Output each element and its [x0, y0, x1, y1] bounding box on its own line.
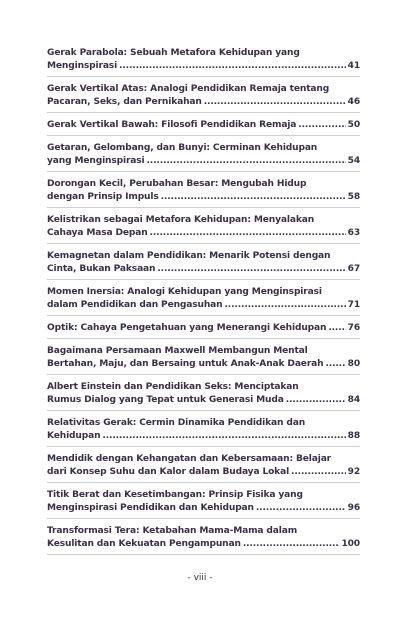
toc-entry-title-text: dari Konsep Suhu dan Kalor dalam Budaya Lokal [47, 467, 290, 477]
toc-page-number: 92 [347, 467, 360, 477]
toc-entry-last-line [47, 322, 360, 335]
toc-entry-last-line [47, 466, 360, 479]
toc-entry-title-text: Menginspirasi Pendidikan dan Kehidupan [47, 503, 254, 513]
dot-leader [286, 394, 346, 407]
dot-leader [256, 502, 346, 515]
toc-page-number: 63 [347, 228, 360, 238]
dot-leader [161, 191, 346, 204]
toc-entry-title-text: Cahaya Masa Depan [47, 228, 148, 238]
toc-page-number: 41 [347, 61, 360, 71]
toc-entry-title-line: Momen Inersia: Analogi Kehidupan yang Menginspirasi [47, 287, 322, 297]
toc-entry-title-line: Getaran, Gelombang, dan Bunyi: Cerminan Kehidupan [47, 143, 318, 153]
toc-entry-title-text: Pacaran, Seks, dan Pernikahan [47, 97, 202, 107]
toc-page-number: 54 [347, 156, 360, 166]
toc-page-number: 88 [347, 431, 360, 441]
toc-entry[interactable] [47, 322, 360, 339]
toc-entry-title-text: Kehidupan [47, 431, 101, 441]
dot-leader [157, 263, 345, 276]
toc-page-number: 67 [347, 264, 360, 274]
toc-entry-last-line [47, 394, 360, 407]
toc-entry-last-line [47, 191, 360, 204]
page-number-footer: - viii - [187, 573, 213, 583]
table-of-contents [47, 47, 360, 561]
toc-entry-title-line: Kemagnetan dalam Pendidikan: Menarik Potensi dengan [47, 251, 331, 261]
toc-entry[interactable] [47, 119, 360, 136]
dot-leader [150, 227, 346, 240]
toc-page-number: 84 [347, 395, 360, 405]
toc-page-number: 50 [347, 120, 360, 130]
toc-entry-last-line [47, 538, 360, 551]
toc-entry-title-line: Transformasi Tera: Ketabahan Mama-Mama dalam [47, 526, 298, 536]
toc-entry[interactable] [47, 142, 360, 172]
dot-leader [291, 466, 346, 479]
toc-page-number: 58 [347, 192, 360, 202]
toc-entry[interactable] [47, 250, 360, 280]
dot-leader [298, 119, 345, 132]
toc-entry-last-line [47, 358, 360, 371]
toc-page-number: 96 [347, 503, 360, 513]
dot-leader [102, 430, 345, 443]
toc-entry[interactable] [47, 286, 360, 316]
toc-entry-last-line [47, 60, 360, 73]
toc-page-number: 80 [347, 359, 360, 369]
toc-entry[interactable] [47, 489, 360, 519]
toc-entry-title-text: Gerak Vertikal Bawah: Filosofi Pendidikan Remaja [47, 120, 297, 130]
toc-entry[interactable] [47, 47, 360, 77]
toc-entry-title-text: dengan Prinsip Impuls [47, 192, 159, 202]
toc-entry[interactable] [47, 381, 360, 411]
toc-entry[interactable] [47, 345, 360, 375]
toc-entry-title-text: dalam Pendidikan dan Pengasuhan [47, 300, 223, 310]
dot-leader [328, 322, 345, 335]
toc-entry[interactable] [47, 417, 360, 447]
toc-page-number: 71 [347, 300, 360, 310]
toc-entry-title-text: Optik: Cahaya Pengetahuan yang Menerangi Kehidupan [47, 323, 327, 333]
toc-entry-last-line [47, 502, 360, 515]
dot-leader [225, 299, 346, 312]
toc-page-number: 76 [347, 323, 360, 333]
toc-entry-title-text: Cinta, Bukan Paksaan [47, 264, 156, 274]
toc-entry-title-text: Rumus Dialog yang Tepat untuk Generasi Muda [47, 395, 284, 405]
dot-leader [243, 538, 340, 551]
toc-entry[interactable] [47, 453, 360, 483]
toc-entry-last-line [47, 155, 360, 168]
toc-entry-title-line: Gerak Vertikal Atas: Analogi Pendidikan Remaja tentang [47, 84, 330, 94]
toc-entry[interactable] [47, 178, 360, 208]
toc-entry-title-text: Menginspirasi [47, 61, 118, 71]
dot-leader [325, 358, 345, 371]
toc-entry-title-line: Mendidik dengan Kehangatan dan Kebersamaan: Belajar [47, 454, 332, 464]
toc-entry[interactable] [47, 525, 360, 555]
toc-page-number: 100 [341, 539, 360, 549]
toc-entry-last-line [47, 227, 360, 240]
toc-entry-title-line: Kelistrikan sebagai Metafora Kehidupan: Menyalakan [47, 215, 315, 225]
toc-entry-title-line: Relativitas Gerak: Cermin Dinamika Pendidikan dan [47, 418, 306, 428]
toc-entry-title-text: Kesulitan dan Kekuatan Pengampunan [47, 539, 241, 549]
toc-entry-title-text: yang Menginspirasi [47, 156, 145, 166]
toc-entry-last-line [47, 96, 360, 109]
dot-leader [204, 96, 346, 109]
toc-entry-title-line: Gerak Parabola: Sebuah Metafora Kehidupan yang [47, 48, 300, 58]
dot-leader [119, 60, 346, 73]
toc-entry-title-line: Dorongan Kecil, Perubahan Besar: Mengubah Hidup [47, 179, 307, 189]
toc-entry[interactable] [47, 214, 360, 244]
toc-entry-title-line: Bagaimana Persamaan Maxwell Membangun Mental [47, 346, 308, 356]
toc-entry-last-line [47, 263, 360, 276]
toc-entry-title-line: Titik Berat dan Kesetimbangan: Prinsip Fisika yang [47, 490, 303, 500]
dot-leader [147, 155, 346, 168]
toc-entry-last-line [47, 430, 360, 443]
toc-entry-title-text: Bertahan, Maju, dan Bersaing untuk Anak-Anak Daerah [47, 359, 324, 369]
toc-entry-title-line: Albert Einstein dan Pendidikan Seks: Menciptakan [47, 382, 299, 392]
toc-entry-last-line [47, 299, 360, 312]
toc-entry[interactable] [47, 83, 360, 113]
toc-entry-last-line [47, 119, 360, 132]
toc-page-number: 46 [347, 97, 360, 107]
